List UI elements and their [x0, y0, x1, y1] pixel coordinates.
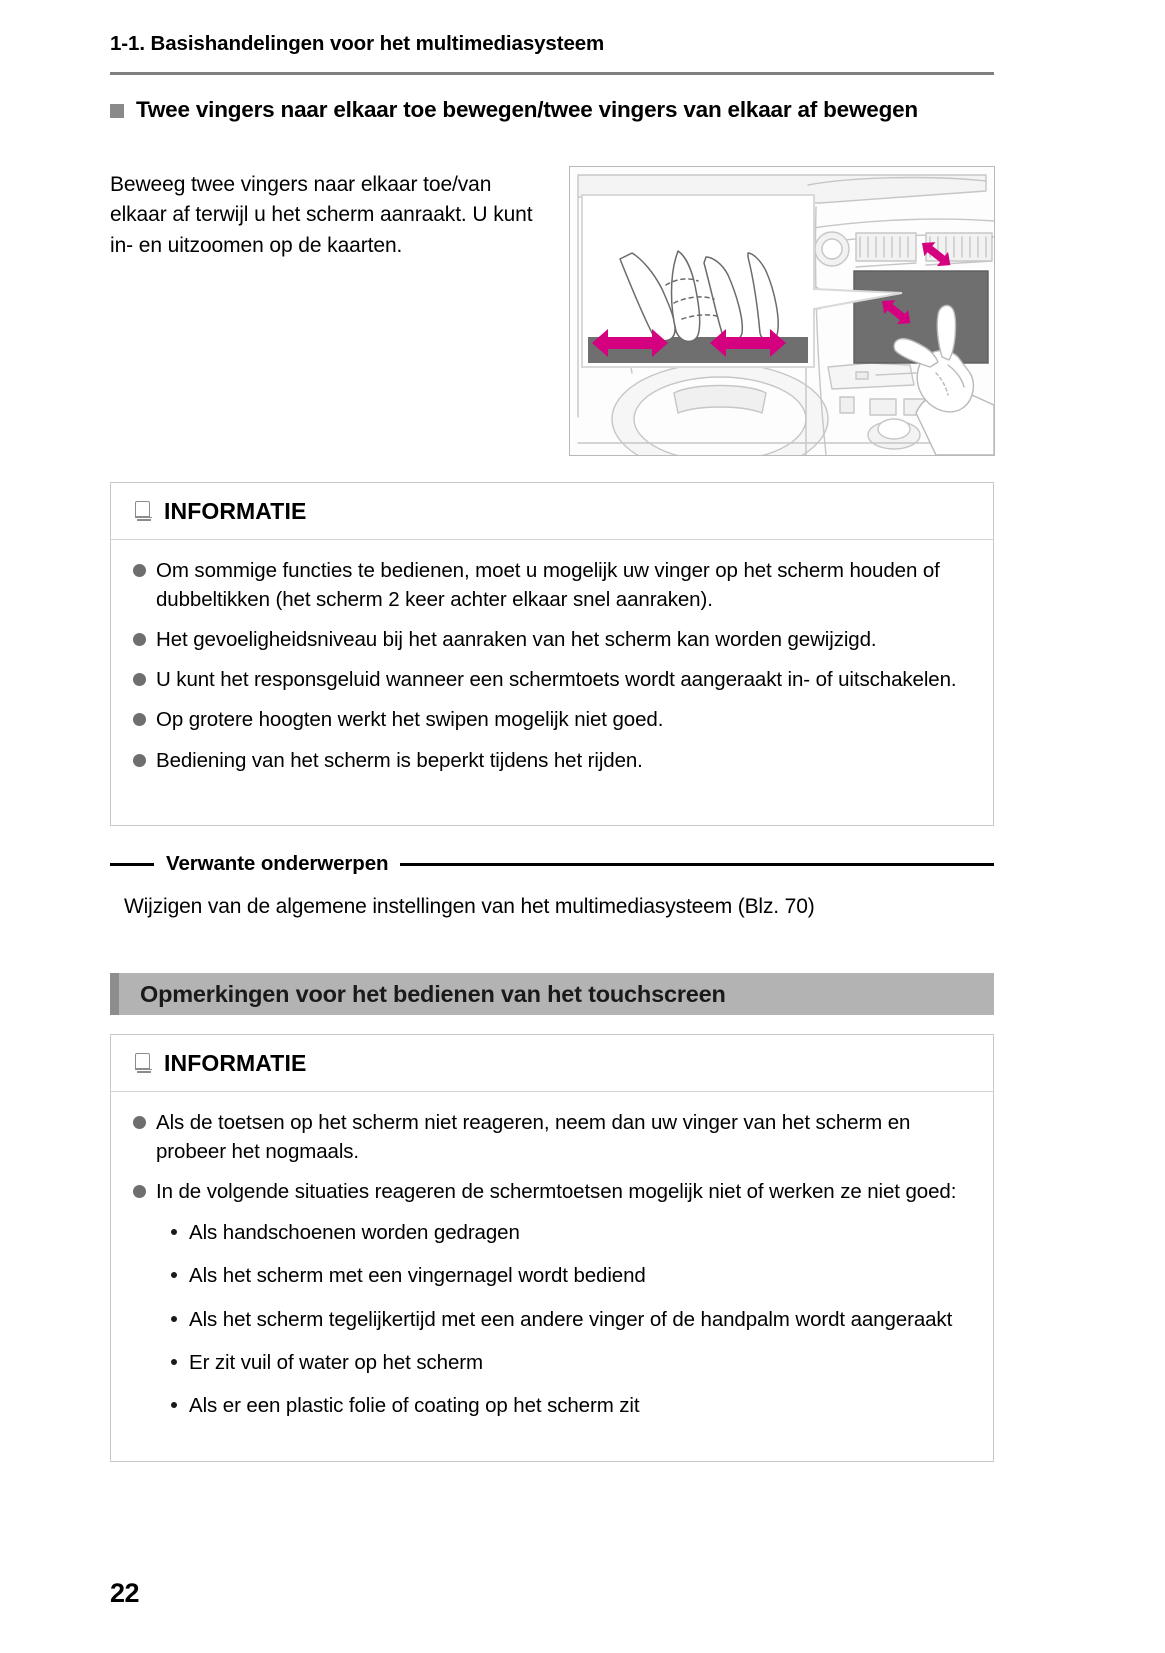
- list-item-text: Op grotere hoogten werkt het swipen mogelijk niet goed.: [156, 708, 664, 732]
- list-item: [133, 625, 971, 654]
- section-title-text: Opmerkingen voor het bedienen van het touchscreen: [140, 980, 726, 1007]
- sub-list-item: [171, 1261, 971, 1290]
- intro-paragraph: Beweeg twee vingers naar elkaar toe/van elkaar af terwijl u het scherm aanraakt. U kunt in- en uitzoomen op de kaarten.: [110, 173, 533, 257]
- information-box-2: [110, 1034, 994, 1462]
- information-box-1: [110, 482, 994, 826]
- information-box-2-body: [111, 1092, 993, 1432]
- rule-right: [400, 863, 994, 866]
- list-item: [133, 1177, 971, 1206]
- information-box-1-title: INFORMATIE: [164, 497, 307, 524]
- list-item: [133, 556, 971, 614]
- section-bar-accent: [110, 973, 119, 1015]
- information-box-2-header: [111, 1035, 993, 1092]
- dashboard-illustration-svg: [570, 167, 994, 455]
- list-item-text: Bediening van het scherm is beperkt tijdens het rijden.: [156, 748, 643, 772]
- bullet-dot-icon: [133, 1116, 146, 1129]
- bullet-dot-icon: [133, 673, 146, 686]
- section-title-bar: [110, 973, 994, 1015]
- sub-list-item: [171, 1391, 971, 1420]
- rule-left: [110, 863, 154, 866]
- sub-list-item: [171, 1305, 971, 1334]
- list-item: [133, 665, 971, 694]
- sub-bullet-dot-icon: [171, 1359, 177, 1365]
- information-box-1-header: [111, 483, 993, 540]
- header-divider: [110, 72, 994, 75]
- bullet-dot-icon: [133, 564, 146, 577]
- section-heading-text: Twee vingers naar elkaar toe bewegen/twee vingers van elkaar af bewegen: [136, 97, 918, 122]
- sub-bullet-dot-icon: [171, 1229, 177, 1235]
- square-bullet-icon: [110, 104, 124, 118]
- list-item: [133, 1108, 971, 1166]
- list-item-text: In de volgende situaties reageren de schermtoetsen mogelijk niet of werken ze niet goed:: [156, 1180, 957, 1204]
- page-number: 22: [110, 1578, 140, 1608]
- sub-list-item-text: Als het scherm met een vingernagel wordt bediend: [189, 1264, 646, 1288]
- sub-list-item-text: Als er een plastic folie of coating op het scherm zit: [189, 1393, 640, 1417]
- sub-list: [171, 1218, 971, 1420]
- related-topics-link[interactable]: Wijzigen van de algemene instellingen van het multimediasysteem (Blz. 70): [124, 895, 815, 918]
- section-heading: [110, 96, 994, 125]
- running-header: [110, 32, 994, 57]
- list-item: [133, 705, 971, 734]
- sub-list-item: [171, 1218, 971, 1247]
- bullet-dot-icon: [133, 1185, 146, 1198]
- bullet-dot-icon: [133, 713, 146, 726]
- sub-bullet-dot-icon: [171, 1402, 177, 1408]
- sub-bullet-dot-icon: [171, 1272, 177, 1278]
- book-icon: [135, 501, 152, 522]
- bullet-dot-icon: [133, 633, 146, 646]
- pinch-gesture-illustration: [569, 166, 995, 456]
- list-item-text: U kunt het responsgeluid wanneer een schermtoets wordt aangeraakt in- of uitschakelen.: [156, 668, 957, 692]
- sub-list-item-text: Er zit vuil of water op het scherm: [189, 1350, 483, 1374]
- information-box-2-title: INFORMATIE: [164, 1049, 307, 1076]
- list-item-text: Als de toetsen op het scherm niet reageren, neem dan uw vinger van het scherm en probeer het nogmaals.: [156, 1111, 911, 1164]
- sub-list-item-text: Als handschoenen worden gedragen: [189, 1221, 520, 1245]
- list-item-text: Om sommige functies te bedienen, moet u mogelijk uw vinger op het scherm houden of dubbeltikken (het scherm 2 keer achter elkaar snel aanraken).: [156, 559, 940, 612]
- sub-list-item-text: Als het scherm tegelijkertijd met een andere vinger of de handpalm wordt aangeraakt: [189, 1307, 953, 1331]
- bullet-dot-icon: [133, 754, 146, 767]
- related-topics-header: [110, 852, 994, 876]
- running-header-title: 1-1. Basishandelingen voor het multimediasysteem: [110, 32, 605, 55]
- list-item-text: Het gevoeligheidsniveau bij het aanraken van het scherm kan worden gewijzigd.: [156, 628, 877, 652]
- sub-bullet-dot-icon: [171, 1316, 177, 1322]
- sub-list-item: [171, 1348, 971, 1377]
- related-topics: [110, 852, 994, 921]
- related-topics-label: Verwante onderwerpen: [166, 852, 389, 875]
- book-icon: [135, 1053, 152, 1074]
- information-box-1-body: [111, 540, 993, 787]
- list-item: [133, 746, 971, 775]
